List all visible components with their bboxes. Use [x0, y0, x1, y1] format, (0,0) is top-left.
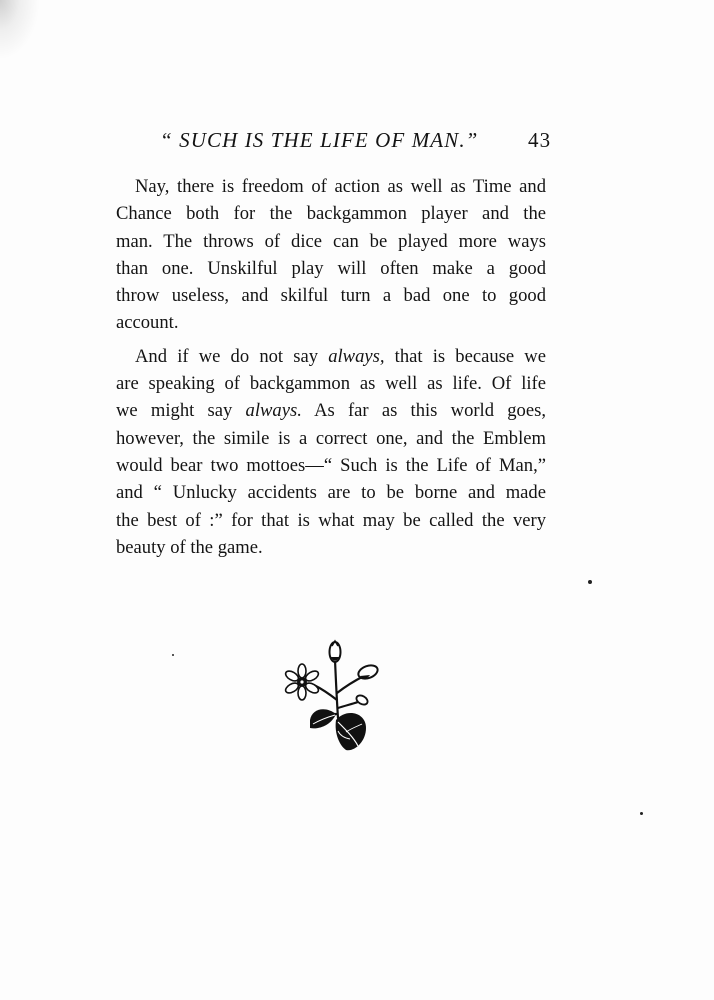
running-title: “ SUCH IS THE LIFE OF MAN.”: [160, 128, 479, 152]
text-line: beauty of the game.: [116, 536, 263, 558]
ink-speck: [640, 812, 643, 815]
text-run: that is because we: [384, 345, 546, 367]
text-line: the best of :” for that is what may be called the very: [116, 509, 546, 531]
text-line: would bear two mottoes—“ Such is the Life of Man,”: [116, 454, 546, 476]
page-number: 43: [528, 128, 552, 152]
text-line: Chance both for the backgammon player and the: [116, 203, 546, 225]
text-line: throw useless, and skilful turn a bad one to good: [116, 285, 546, 307]
text-line: are speaking of backgammon as well as life. Of life: [116, 373, 546, 395]
text-line: than one. Unskilful play will often make a good: [116, 257, 546, 279]
emphasis-text: always,: [328, 345, 385, 367]
text-run: As far as this world goes,: [301, 400, 546, 422]
running-head: [160, 125, 560, 155]
text-line: [116, 397, 546, 424]
page-corner-shadow: [0, 0, 40, 60]
text-line: [116, 343, 546, 370]
paragraph-1: [116, 173, 546, 337]
emphasis-text: always.: [245, 400, 302, 422]
ink-speck: [588, 580, 592, 584]
text-line: however, the simile is a correct one, and the Emblem: [116, 427, 546, 449]
text-run: we might say: [116, 400, 246, 422]
text-line: and “ Unlucky accidents are to be borne and made: [116, 482, 546, 504]
text-line: Nay, there is freedom of action as well as Time and: [135, 176, 546, 197]
paragraph-2: [116, 343, 546, 561]
text-line: man. The throws of dice can be played more ways: [116, 230, 546, 252]
body-text: [116, 173, 546, 561]
ink-speck: [172, 654, 174, 656]
text-run: And if we do not say: [135, 345, 329, 367]
flower-sprig-icon: [280, 638, 385, 754]
text-line: account.: [116, 312, 179, 334]
